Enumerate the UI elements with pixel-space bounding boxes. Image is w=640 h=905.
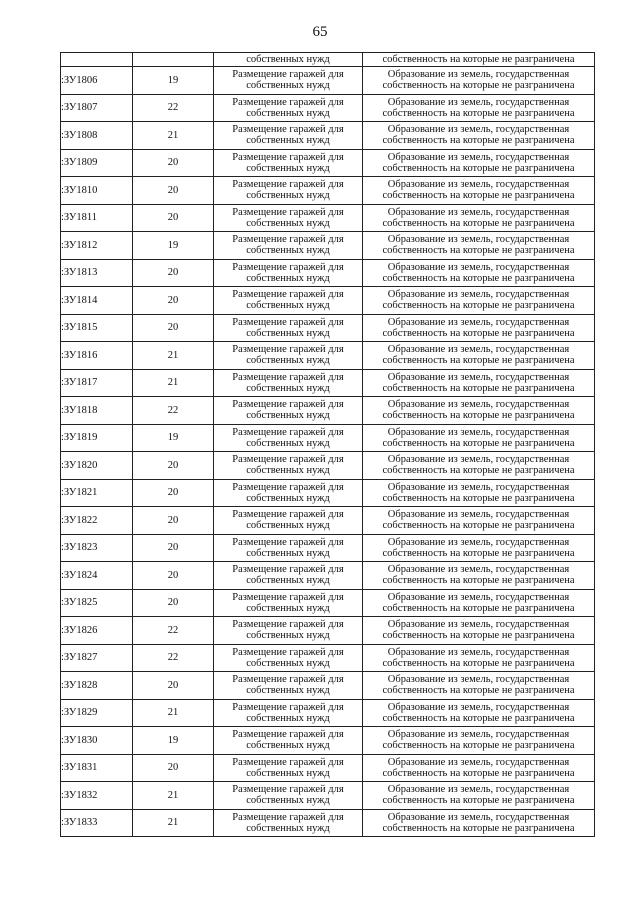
table-row: [61, 122, 595, 150]
page-number: 65: [312, 24, 328, 40]
use-line: собственных нужд: [246, 217, 330, 229]
source-line: Образование из земель, государственная: [387, 784, 570, 796]
cell-source: [363, 452, 595, 480]
source-line: Образование из земель, государственная: [387, 811, 570, 823]
use-line: Размещение гаражей для: [232, 206, 344, 218]
cell-area: 20: [133, 507, 214, 535]
use-line: собственных нужд: [246, 190, 330, 202]
source-line: собственность на которые не разграничена: [382, 630, 575, 642]
use-line: Размещение гаражей для: [232, 454, 344, 466]
source-line: Образование из земель, государственная: [387, 619, 570, 631]
cell-id: :ЗУ1825: [61, 589, 133, 617]
cell-source: [363, 149, 595, 177]
use-line: собственных нужд: [246, 410, 330, 422]
use-line: собственных нужд: [246, 437, 330, 449]
source-line: Образование из земель, государственная: [387, 454, 570, 466]
cell-id: :ЗУ1812: [61, 232, 133, 260]
cell-area: 20: [133, 177, 214, 205]
cell-source: [363, 94, 595, 122]
cell-source: [363, 342, 595, 370]
cell-id: :ЗУ1818: [61, 397, 133, 425]
cell-area: 21: [133, 699, 214, 727]
table-row: [61, 589, 595, 617]
cell-area: 20: [133, 287, 214, 315]
use-line: собственных нужд: [246, 630, 330, 642]
cell-use: [214, 589, 363, 617]
table-body: [61, 53, 595, 837]
use-line: Размещение гаражей для: [232, 69, 344, 81]
table-row: [61, 204, 595, 232]
use-line: Размещение гаражей для: [232, 536, 344, 548]
cell-use: [214, 452, 363, 480]
table-row: [61, 424, 595, 452]
use-line: Размещение гаражей для: [232, 234, 344, 246]
cell-area: 20: [133, 452, 214, 480]
cell-use: [214, 67, 363, 95]
cell-area: 19: [133, 727, 214, 755]
table-row: [61, 397, 595, 425]
use-line: собственных нужд: [246, 740, 330, 752]
use-line: собственных нужд: [246, 657, 330, 669]
table-row: [61, 369, 595, 397]
table-row: [61, 314, 595, 342]
source-line: собственность на которые не разграничена: [382, 520, 575, 532]
source-line: собственность на которые не разграничена: [382, 135, 575, 147]
cell-source: [363, 727, 595, 755]
use-line: Размещение гаражей для: [232, 619, 344, 631]
cell-area: 20: [133, 562, 214, 590]
cell-id: :ЗУ1810: [61, 177, 133, 205]
source-line: собственность на которые не разграничена: [382, 107, 575, 119]
source-line: собственность на которые не разграничена: [382, 162, 575, 174]
cell-id: :ЗУ1829: [61, 699, 133, 727]
cell-source: [363, 507, 595, 535]
source-line: собственность на которые не разграничена: [382, 465, 575, 477]
cell-area: 21: [133, 342, 214, 370]
use-line: собственных нужд: [246, 712, 330, 724]
use-line: собственных нужд: [246, 135, 330, 147]
cell-source: [363, 67, 595, 95]
cell-source: [363, 424, 595, 452]
cell-source: [363, 754, 595, 782]
cell-id: :ЗУ1819: [61, 424, 133, 452]
use-line: Размещение гаражей для: [232, 784, 344, 796]
cell-area: 21: [133, 809, 214, 837]
cell-area: 21: [133, 369, 214, 397]
cell-use: [214, 672, 363, 700]
source-line: Образование из земель, государственная: [387, 151, 570, 163]
table-row: [61, 94, 595, 122]
table-row: [61, 699, 595, 727]
cell-source: [363, 122, 595, 150]
use-line: собственных нужд: [246, 795, 330, 807]
cell-source: [363, 562, 595, 590]
use-line: Размещение гаражей для: [232, 344, 344, 356]
source-line: собственность на которые не разграничена: [382, 217, 575, 229]
use-line: Размещение гаражей для: [232, 646, 344, 658]
source-line: Образование из земель, государственная: [387, 206, 570, 218]
cell-use: [214, 534, 363, 562]
source-line: Образование из земель, государственная: [387, 426, 570, 438]
use-line: Размещение гаражей для: [232, 371, 344, 383]
source-line: собственность на которые не разграничена: [382, 547, 575, 559]
cell-id: :ЗУ1832: [61, 782, 133, 810]
source-line: Образование из земель, государственная: [387, 481, 570, 493]
source-line: собственность на которые не разграничена: [382, 410, 575, 422]
source-line: собственность на которые не разграничена: [382, 80, 575, 92]
use-line: собственных нужд: [246, 272, 330, 284]
cell-use: [214, 479, 363, 507]
source-line: Образование из земель, государственная: [387, 509, 570, 521]
use-line: Размещение гаражей для: [232, 674, 344, 686]
cell-area: 21: [133, 122, 214, 150]
cell-source: [363, 782, 595, 810]
table-row: [61, 782, 595, 810]
use-line: собственных нужд: [246, 465, 330, 477]
cell-source: [363, 232, 595, 260]
source-line: Образование из земель, государственная: [387, 701, 570, 713]
use-line: Размещение гаражей для: [232, 811, 344, 823]
use-line: собственных нужд: [246, 602, 330, 614]
cell-id: :ЗУ1826: [61, 617, 133, 645]
cell-source: [363, 177, 595, 205]
cell-id: :ЗУ1828: [61, 672, 133, 700]
cell-source: [363, 699, 595, 727]
cell-area: 20: [133, 672, 214, 700]
use-line: собственных нужд: [246, 547, 330, 559]
source-line: Образование из земель, государственная: [387, 674, 570, 686]
cell-source: [363, 259, 595, 287]
cell-area: 20: [133, 754, 214, 782]
use-line: Размещение гаражей для: [232, 179, 344, 191]
source-line: собственность на которые не разграничена: [382, 712, 575, 724]
source-line: Образование из земель, государственная: [387, 756, 570, 768]
use-line: собственных нужд: [246, 80, 330, 92]
table-row: [61, 149, 595, 177]
table-row: [61, 479, 595, 507]
source-line: собственность на которые не разграничена: [382, 327, 575, 339]
cell-id: :ЗУ1821: [61, 479, 133, 507]
cell-use: [214, 644, 363, 672]
source-line: собственность на которые не разграничена: [382, 767, 575, 779]
cell-source: [363, 644, 595, 672]
cell-id: :ЗУ1815: [61, 314, 133, 342]
cell-id: :ЗУ1811: [61, 204, 133, 232]
cell-id: :ЗУ1807: [61, 94, 133, 122]
cell-area: 20: [133, 149, 214, 177]
cell-use: [214, 809, 363, 837]
cell-use: [214, 754, 363, 782]
cell-use: собственных нужд: [214, 53, 363, 67]
cell-use: [214, 727, 363, 755]
cell-use: [214, 782, 363, 810]
table-row: [61, 287, 595, 315]
cell-use: [214, 122, 363, 150]
use-line: собственных нужд: [246, 355, 330, 367]
cell-area: 20: [133, 589, 214, 617]
use-line: собственных нужд: [246, 327, 330, 339]
cell-source: собственность на которые не разграничена: [363, 53, 595, 67]
use-line: Размещение гаражей для: [232, 729, 344, 741]
cell-area: 20: [133, 314, 214, 342]
source-line: Образование из земель, государственная: [387, 289, 570, 301]
table-row: [61, 507, 595, 535]
cell-id: :ЗУ1809: [61, 149, 133, 177]
use-line: собственных нужд: [246, 162, 330, 174]
cell-id: :ЗУ1817: [61, 369, 133, 397]
cell-area: 19: [133, 67, 214, 95]
table-row: [61, 259, 595, 287]
cell-area: 19: [133, 232, 214, 260]
source-line: Образование из земель, государственная: [387, 261, 570, 273]
cell-id: :ЗУ1806: [61, 67, 133, 95]
use-line: Размещение гаражей для: [232, 151, 344, 163]
cell-id: :ЗУ1823: [61, 534, 133, 562]
source-line: собственность на которые не разграничена: [382, 575, 575, 587]
table-row: [61, 67, 595, 95]
cell-use: [214, 617, 363, 645]
use-line: собственных нужд: [246, 520, 330, 532]
table-row: [61, 177, 595, 205]
source-line: собственность на которые не разграничена: [382, 355, 575, 367]
source-line: собственность на которые не разграничена: [382, 437, 575, 449]
source-line: Образование из земель, государственная: [387, 96, 570, 108]
cell-id: :ЗУ1833: [61, 809, 133, 837]
cell-source: [363, 534, 595, 562]
source-line: собственность на которые не разграничена: [382, 245, 575, 257]
cell-id: :ЗУ1820: [61, 452, 133, 480]
cell-area: 21: [133, 782, 214, 810]
table-row: [61, 562, 595, 590]
cell-id: :ЗУ1813: [61, 259, 133, 287]
cell-source: [363, 479, 595, 507]
source-line: Образование из земель, государственная: [387, 124, 570, 136]
cell-id: :ЗУ1830: [61, 727, 133, 755]
source-line: Образование из земель, государственная: [387, 729, 570, 741]
cell-use: [214, 149, 363, 177]
table-row: [61, 672, 595, 700]
cell-use: [214, 507, 363, 535]
source-line: Образование из земель, государственная: [387, 399, 570, 411]
cell-area: 20: [133, 534, 214, 562]
use-line: Размещение гаражей для: [232, 96, 344, 108]
use-line: собственных нужд: [246, 107, 330, 119]
cell-area: [133, 53, 214, 67]
cell-use: [214, 259, 363, 287]
use-line: Размещение гаражей для: [232, 509, 344, 521]
cell-id: :ЗУ1808: [61, 122, 133, 150]
cell-source: [363, 369, 595, 397]
cell-source: [363, 314, 595, 342]
cell-use: [214, 94, 363, 122]
table-row: [61, 232, 595, 260]
source-line: собственность на которые не разграничена: [382, 272, 575, 284]
source-line: собственность на которые не разграничена: [382, 602, 575, 614]
cell-use: [214, 562, 363, 590]
cell-use: [214, 699, 363, 727]
source-line: Образование из земель, государственная: [387, 536, 570, 548]
use-line: Размещение гаражей для: [232, 701, 344, 713]
use-line: собственных нужд: [246, 382, 330, 394]
use-line: Размещение гаражей для: [232, 426, 344, 438]
cell-area: 22: [133, 644, 214, 672]
use-line: Размещение гаражей для: [232, 124, 344, 136]
source-line: собственность на которые не разграничена: [382, 300, 575, 312]
cell-source: [363, 589, 595, 617]
cell-use: [214, 232, 363, 260]
table-row: [61, 452, 595, 480]
use-line: Размещение гаражей для: [232, 261, 344, 273]
table-row: [61, 617, 595, 645]
source-line: собственность на которые не разграничена: [382, 190, 575, 202]
use-line: Размещение гаражей для: [232, 316, 344, 328]
source-line: Образование из земель, государственная: [387, 371, 570, 383]
cell-use: [214, 424, 363, 452]
table-row: [61, 754, 595, 782]
source-line: собственность на которые не разграничена: [382, 740, 575, 752]
cell-source: [363, 809, 595, 837]
cell-id: :ЗУ1824: [61, 562, 133, 590]
use-line: собственных нужд: [246, 575, 330, 587]
cell-source: [363, 672, 595, 700]
cell-id: [61, 53, 133, 67]
cell-use: [214, 177, 363, 205]
cell-area: 22: [133, 617, 214, 645]
source-line: Образование из земель, государственная: [387, 316, 570, 328]
use-line: собственных нужд: [246, 492, 330, 504]
use-line: собственных нужд: [246, 245, 330, 257]
land-plots-table: [60, 52, 595, 837]
continuation-row: [61, 53, 595, 67]
use-line: Размещение гаражей для: [232, 591, 344, 603]
source-line: собственность на которые не разграничена: [382, 822, 575, 834]
cell-area: 19: [133, 424, 214, 452]
cell-id: :ЗУ1831: [61, 754, 133, 782]
use-line: собственных нужд: [246, 685, 330, 697]
cell-area: 20: [133, 259, 214, 287]
cell-area: 20: [133, 479, 214, 507]
source-line: Образование из земель, государственная: [387, 69, 570, 81]
source-line: Образование из земель, государственная: [387, 234, 570, 246]
use-line: собственных нужд: [246, 767, 330, 779]
use-line: Размещение гаражей для: [232, 481, 344, 493]
cell-source: [363, 204, 595, 232]
cell-use: [214, 397, 363, 425]
source-line: Образование из земель, государственная: [387, 564, 570, 576]
cell-use: [214, 342, 363, 370]
use-line: Размещение гаражей для: [232, 289, 344, 301]
cell-id: :ЗУ1816: [61, 342, 133, 370]
cell-use: [214, 314, 363, 342]
source-line: собственность на которые не разграничена: [382, 657, 575, 669]
table-row: [61, 534, 595, 562]
table-row: [61, 809, 595, 837]
cell-source: [363, 617, 595, 645]
cell-source: [363, 397, 595, 425]
cell-area: 22: [133, 94, 214, 122]
source-line: собственность на которые не разграничена: [382, 795, 575, 807]
source-line: собственность на которые не разграничена: [382, 382, 575, 394]
table-row: [61, 727, 595, 755]
use-line: Размещение гаражей для: [232, 399, 344, 411]
table-row: [61, 644, 595, 672]
source-line: Образование из земель, государственная: [387, 591, 570, 603]
source-line: Образование из земель, государственная: [387, 179, 570, 191]
table-row: [61, 342, 595, 370]
cell-use: [214, 287, 363, 315]
source-line: собственность на которые не разграничена: [382, 685, 575, 697]
cell-area: 22: [133, 397, 214, 425]
cell-source: [363, 287, 595, 315]
source-line: собственность на которые не разграничена: [382, 492, 575, 504]
cell-id: :ЗУ1827: [61, 644, 133, 672]
use-line: собственных нужд: [246, 822, 330, 834]
source-line: Образование из земель, государственная: [387, 344, 570, 356]
use-line: Размещение гаражей для: [232, 564, 344, 576]
cell-id: :ЗУ1822: [61, 507, 133, 535]
use-line: Размещение гаражей для: [232, 756, 344, 768]
cell-use: [214, 204, 363, 232]
cell-id: :ЗУ1814: [61, 287, 133, 315]
cell-area: 20: [133, 204, 214, 232]
source-line: Образование из земель, государственная: [387, 646, 570, 658]
cell-use: [214, 369, 363, 397]
use-line: собственных нужд: [246, 300, 330, 312]
